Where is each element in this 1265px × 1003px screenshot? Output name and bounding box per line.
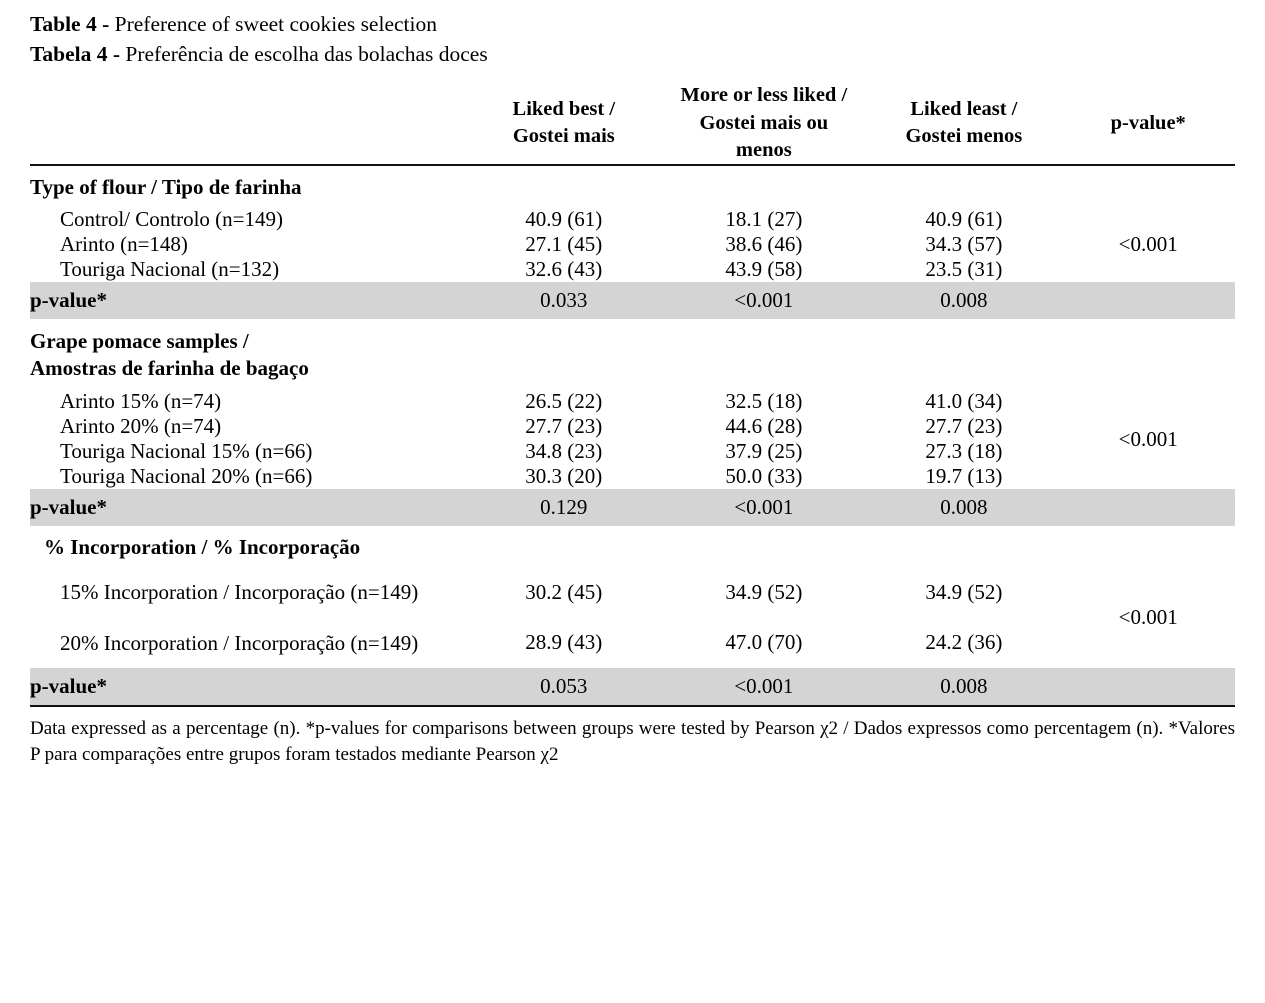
row-label-touriga15: Touriga Nacional 15% (n=66) — [60, 439, 313, 464]
row-value-arinto-c1: 27.1 (45) — [525, 232, 603, 257]
group-pvalue-grape-pomace: <0.001 — [1118, 426, 1178, 451]
table-row — [30, 439, 1235, 464]
section-header-row-cont — [30, 356, 1235, 389]
row-value-control-c3: 40.9 (61) — [925, 207, 1003, 232]
section-blank-p — [1061, 165, 1235, 207]
row-label-arinto: Arinto (n=148) — [60, 232, 188, 257]
table-row — [30, 567, 1235, 617]
pvalue-row-1-c1: 0.033 — [466, 282, 661, 319]
section3-blank-c3 — [866, 526, 1061, 567]
row-value-incorp20-c1: 28.9 (43) — [525, 630, 603, 655]
table-row — [30, 389, 1235, 414]
row-label-control: Control/ Controlo (n=149) — [60, 207, 284, 232]
row-value-touriga15-c3: 27.3 (18) — [925, 439, 1003, 464]
group-pvalue-type-of-flour: <0.001 — [1118, 232, 1178, 257]
caption-text-en: Preference of sweet cookies selection — [109, 12, 437, 36]
section3-blank-c1 — [466, 526, 661, 567]
section3-blank-c2 — [661, 526, 866, 567]
table-header-row — [30, 82, 1235, 165]
pvalue-row-1-p — [1061, 282, 1235, 319]
header-liked-best-line2: Gostei mais — [512, 125, 615, 148]
section3-blank-p — [1061, 526, 1235, 567]
pvalue-row-3-c3: 0.008 — [866, 668, 1061, 706]
row-value-touriga15-c1: 34.8 (23) — [525, 439, 603, 464]
pvalue-row-1-c3: 0.008 — [866, 282, 1061, 319]
row-value-control-c2: 18.1 (27) — [725, 207, 803, 232]
pvalue-row-3-p — [1061, 668, 1235, 706]
pvalue-row-3-c2: <0.001 — [661, 668, 866, 706]
caption-label-pt: Tabela 4 - — [30, 41, 120, 66]
table-row — [30, 257, 1235, 282]
section-title-grape-pomace-line1: Grape pomace samples / — [30, 329, 249, 354]
row-value-incorp15-c1: 30.2 (45) — [525, 579, 603, 604]
header-liked-least — [866, 82, 1061, 165]
pvalue-row-section1 — [30, 282, 1235, 319]
section2-blank-p — [1061, 319, 1235, 356]
row-value-arinto20-c3: 27.7 (23) — [925, 414, 1003, 439]
row-value-incorp20-c2: 47.0 (70) — [725, 630, 803, 655]
row-value-touriga20-c3: 19.7 (13) — [925, 464, 1003, 489]
row-label-arinto20: Arinto 20% (n=74) — [60, 414, 222, 439]
header-liked-least-line1: Liked least / — [910, 97, 1018, 120]
row-value-arinto20-c1: 27.7 (23) — [525, 414, 603, 439]
section2-blank-c1 — [466, 319, 661, 356]
caption-text-pt: Preferência de escolha das bolachas doces — [120, 41, 488, 66]
row-value-touriga-c1: 32.6 (43) — [525, 257, 603, 282]
section-header-row — [30, 526, 1235, 567]
group-pvalue-incorporation: <0.001 — [1118, 605, 1178, 629]
row-value-arinto15-c3: 41.0 (34) — [925, 389, 1003, 414]
pvalue-row-2-c1: 0.129 — [466, 489, 661, 526]
section-blank-c1 — [466, 165, 661, 207]
row-value-touriga15-c2: 37.9 (25) — [725, 439, 803, 464]
row-value-incorp15-c2: 34.9 (52) — [725, 579, 803, 604]
section2-blank-c3 — [866, 319, 1061, 356]
row-value-arinto-c2: 38.6 (46) — [725, 232, 803, 257]
pvalue-row-label-3: p-value* — [30, 668, 466, 706]
table-bottom-rule — [30, 706, 1235, 711]
table-row — [30, 207, 1235, 232]
row-label-incorp15: 15% Incorporation / Incorporação (n=149) — [60, 580, 419, 605]
section2-blank-c2 — [661, 319, 866, 356]
row-value-control-c1: 40.9 (61) — [525, 207, 603, 232]
row-value-arinto20-c2: 44.6 (28) — [725, 414, 803, 439]
section2b-blank-c3 — [866, 356, 1061, 389]
pvalue-row-2-c2: <0.001 — [661, 489, 866, 526]
section-header-row — [30, 319, 1235, 356]
pvalue-row-2-c3: 0.008 — [866, 489, 1061, 526]
row-value-touriga-c3: 23.5 (31) — [925, 257, 1003, 282]
header-liked-best-line1: Liked best / — [512, 97, 616, 120]
header-more-or-less-liked — [661, 82, 866, 165]
pvalue-row-1-c2: <0.001 — [661, 282, 866, 319]
table-caption — [30, 10, 1235, 69]
caption-line-en — [30, 10, 1235, 40]
pvalue-row-section3 — [30, 668, 1235, 706]
section-blank-c3 — [866, 165, 1061, 207]
row-value-arinto15-c2: 32.5 (18) — [725, 389, 803, 414]
table-header — [30, 82, 1235, 165]
table-row — [30, 414, 1235, 439]
table-row — [30, 464, 1235, 489]
row-value-incorp20-c3: 24.2 (36) — [925, 630, 1003, 655]
section2b-blank-c2 — [661, 356, 866, 389]
section-title-grape-pomace-line2: Amostras de farinha de bagaço — [30, 356, 309, 381]
section-title-incorporation: % Incorporation / % Incorporação — [44, 535, 361, 560]
row-value-touriga-c2: 43.9 (58) — [725, 257, 803, 282]
row-value-incorp15-c3: 34.9 (52) — [925, 579, 1003, 604]
row-label-touriga20: Touriga Nacional 20% (n=66) — [60, 464, 313, 489]
header-liked-least-line2: Gostei menos — [905, 125, 1023, 148]
table-row — [30, 232, 1235, 257]
header-p-value: p-value* — [1110, 111, 1186, 134]
section-blank-c2 — [661, 165, 866, 207]
row-label-incorp20: 20% Incorporation / Incorporação (n=149) — [60, 630, 419, 655]
caption-line-pt — [30, 40, 1235, 70]
table-body — [30, 165, 1235, 711]
row-label-arinto15: Arinto 15% (n=74) — [60, 389, 222, 414]
section-header-row — [30, 165, 1235, 207]
pvalue-row-label-2: p-value* — [30, 489, 466, 526]
header-more-or-less-line1: More or less liked / — [680, 84, 848, 107]
header-blank — [30, 82, 466, 165]
table-footnote: Data expressed as a percentage (n). *p-values for comparisons between groups were tested by Pearson χ2 / Dados expressos como percentagem (n). *Valores P para comparações entre grupos foram testados mediante Pearson χ2 — [30, 717, 1235, 765]
header-liked-best — [466, 82, 661, 165]
pvalue-row-section2 — [30, 489, 1235, 526]
row-label-touriga: Touriga Nacional (n=132) — [60, 257, 280, 282]
caption-label-en: Table 4 - — [30, 12, 110, 36]
row-value-touriga20-c2: 50.0 (33) — [725, 464, 803, 489]
header-more-or-less-line3: menos — [735, 138, 792, 161]
preference-table — [30, 82, 1235, 711]
header-more-or-less-line2: Gostei mais ou — [699, 111, 829, 134]
pvalue-row-2-p — [1061, 489, 1235, 526]
pvalue-row-label-1: p-value* — [30, 282, 466, 319]
row-value-arinto-c3: 34.3 (57) — [925, 232, 1003, 257]
table-row — [30, 618, 1235, 668]
pvalue-row-3-c1: 0.053 — [466, 668, 661, 706]
row-value-arinto15-c1: 26.5 (22) — [525, 389, 603, 414]
section2b-blank-c1 — [466, 356, 661, 389]
section2b-blank-p — [1061, 356, 1235, 389]
section-title-type-of-flour: Type of flour / Tipo de farinha — [30, 165, 466, 207]
row-value-touriga20-c1: 30.3 (20) — [525, 464, 603, 489]
